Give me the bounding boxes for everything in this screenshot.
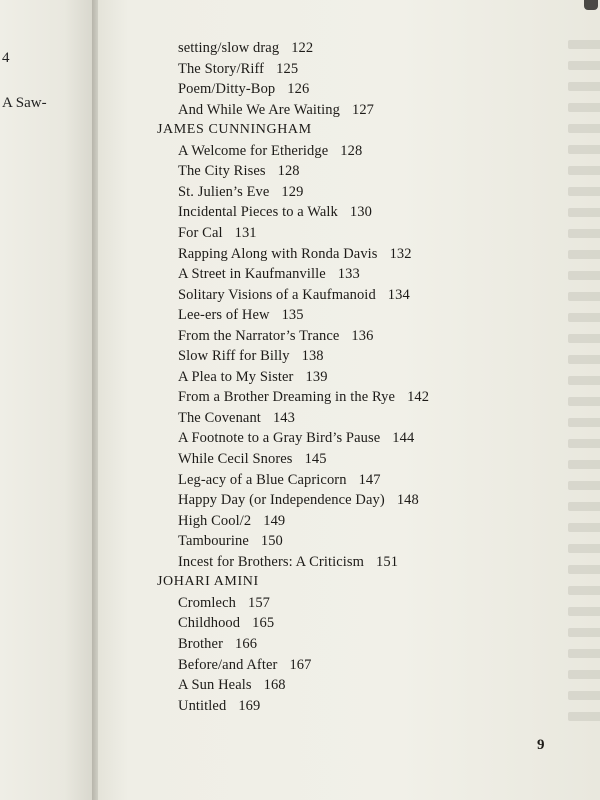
page-reference: 126 [287, 81, 310, 98]
poem-title: A Street in Kaufmanville [178, 266, 326, 283]
show-through-line [568, 544, 600, 553]
page-reference: 142 [407, 389, 430, 406]
show-through-line [568, 355, 600, 364]
poem-title: For Cal [178, 224, 223, 241]
show-through-line [568, 460, 600, 469]
page-reference: 130 [349, 204, 372, 221]
toc-entry [178, 677, 286, 694]
poem-title: A Sun Heals [178, 677, 252, 694]
poem-title: Brother [178, 635, 223, 652]
show-through-line [568, 40, 600, 49]
show-through-line [568, 313, 600, 322]
page-reference: 169 [238, 697, 261, 714]
page-reference: 149 [263, 512, 286, 529]
show-through-line [568, 481, 600, 490]
left-page-fragment: A Saw- [2, 95, 47, 111]
page-reference: 150 [260, 533, 283, 550]
toc-entry [178, 369, 328, 386]
toc-entry [178, 657, 312, 674]
show-through-line [568, 376, 600, 385]
toc-entry [178, 492, 419, 509]
page-reference: 129 [281, 183, 304, 200]
page-reference: 143 [272, 409, 296, 426]
toc-entry [178, 81, 309, 98]
page-reference: 145 [304, 451, 327, 467]
page-reference: 168 [263, 677, 286, 694]
page-reference: 165 [252, 615, 275, 632]
poem-title: Before/and After [178, 656, 278, 673]
left-page-fragment: 4 [2, 50, 10, 66]
show-through-line [568, 250, 600, 259]
toc-entry [178, 328, 373, 345]
show-through-line [568, 229, 600, 238]
toc-entry [178, 143, 362, 160]
toc-entry [178, 615, 274, 632]
page-corner-shadow [584, 0, 598, 10]
page-reference: 148 [396, 492, 419, 509]
page-reference: 136 [351, 327, 374, 344]
page-reference: 133 [337, 266, 360, 283]
page-reference: 127 [351, 101, 375, 118]
poem-title: Rapping Along with Ronda Davis [178, 245, 378, 262]
toc-entry [178, 61, 298, 78]
show-through-line [568, 565, 600, 574]
toc-entry [178, 102, 374, 119]
toc-entry [178, 348, 324, 365]
toc-entry [178, 266, 360, 283]
page-reference: 131 [234, 224, 257, 241]
poem-title: From the Narrator’s Trance [178, 327, 340, 344]
toc-entry [178, 430, 414, 447]
show-through-text [568, 40, 600, 740]
page-reference: 151 [376, 553, 399, 570]
toc-entry [178, 287, 410, 304]
toc-entry [178, 533, 283, 550]
page-number: 9 [537, 737, 545, 753]
poem-title: Incidental Pieces to a Walk [178, 204, 338, 221]
toc-entry [178, 246, 412, 263]
poem-title: While Cecil Snores [178, 451, 293, 467]
show-through-line [568, 292, 600, 301]
toc-entry [178, 204, 372, 221]
page-reference: 167 [289, 656, 312, 673]
author-heading: JOHARI AMINI [157, 574, 259, 590]
show-through-line [568, 145, 600, 154]
show-through-line [568, 187, 600, 196]
poem-title: A Footnote to a Gray Bird’s Pause [178, 430, 381, 447]
poem-title: Solitary Visions of a Kaufmanoid [178, 286, 376, 303]
poem-title: And While We Are Waiting [178, 101, 340, 118]
page-reference: 138 [301, 348, 324, 365]
show-through-line [568, 103, 600, 112]
poem-title: Cromlech [178, 594, 236, 611]
poem-title: Lee-ers of Hew [178, 307, 270, 324]
toc-entry [178, 554, 398, 571]
show-through-line [568, 61, 600, 70]
show-through-line [568, 649, 600, 658]
poem-title: Happy Day (or Independence Day) [178, 492, 385, 509]
show-through-line [568, 628, 600, 637]
show-through-line [568, 586, 600, 595]
toc-entry [178, 40, 313, 57]
toc-entry [178, 184, 303, 201]
page-reference: 157 [247, 594, 271, 611]
toc-entry [178, 225, 257, 242]
show-through-line [568, 607, 600, 616]
page-reference: 128 [277, 163, 300, 180]
page-reference: 144 [392, 430, 415, 447]
poem-title: The Covenant [178, 409, 261, 426]
show-through-line [568, 670, 600, 679]
page-reference: 132 [389, 245, 412, 262]
page-reference: 135 [281, 307, 304, 324]
poem-title: A Plea to My Sister [178, 368, 294, 385]
page-reference: 122 [291, 40, 314, 56]
show-through-line [568, 271, 600, 280]
poem-title: From a Brother Dreaming in the Rye [178, 389, 396, 406]
toc-entry [178, 698, 260, 715]
show-through-line [568, 397, 600, 406]
show-through-line [568, 208, 600, 217]
left-page [0, 0, 92, 800]
show-through-line [568, 523, 600, 532]
toc-entry [178, 451, 327, 468]
toc-entry [178, 595, 270, 612]
poem-title: A Welcome for Etheridge [178, 142, 329, 159]
show-through-line [568, 124, 600, 133]
page-reference: 125 [276, 60, 299, 77]
show-through-line [568, 502, 600, 511]
page-reference: 147 [358, 471, 381, 488]
page-reference: 134 [387, 286, 410, 303]
poem-title: Childhood [178, 615, 241, 632]
show-through-line [568, 166, 600, 175]
poem-title: Tambourine [178, 533, 249, 550]
toc-entry [178, 410, 295, 427]
show-through-line [568, 439, 600, 448]
toc-entry [178, 513, 285, 530]
poem-title: Untitled [178, 697, 227, 714]
author-heading: JAMES CUNNINGHAM [157, 122, 312, 138]
poem-title: The Story/Riff [178, 60, 265, 77]
poem-title: setting/slow drag [178, 40, 280, 56]
toc-entry [178, 389, 429, 406]
page-reference: 128 [340, 142, 363, 159]
show-through-line [568, 691, 600, 700]
page-reference: 166 [235, 635, 258, 652]
show-through-line [568, 334, 600, 343]
toc-entry [178, 636, 257, 653]
poem-title: Leg-acy of a Blue Capricorn [178, 471, 347, 488]
page-reference: 139 [305, 368, 328, 385]
toc-entry [178, 472, 381, 489]
toc-entry [178, 307, 304, 324]
show-through-line [568, 712, 600, 721]
poem-title: Slow Riff for Billy [178, 348, 290, 365]
toc-entry [178, 163, 300, 180]
show-through-line [568, 418, 600, 427]
poem-title: St. Julien’s Eve [178, 183, 270, 200]
poem-title: High Cool/2 [178, 512, 252, 529]
poem-title: The City Rises [178, 163, 266, 180]
poem-title: Poem/Ditty-Bop [178, 81, 276, 98]
poem-title: Incest for Brothers: A Criticism [178, 553, 365, 570]
show-through-line [568, 82, 600, 91]
